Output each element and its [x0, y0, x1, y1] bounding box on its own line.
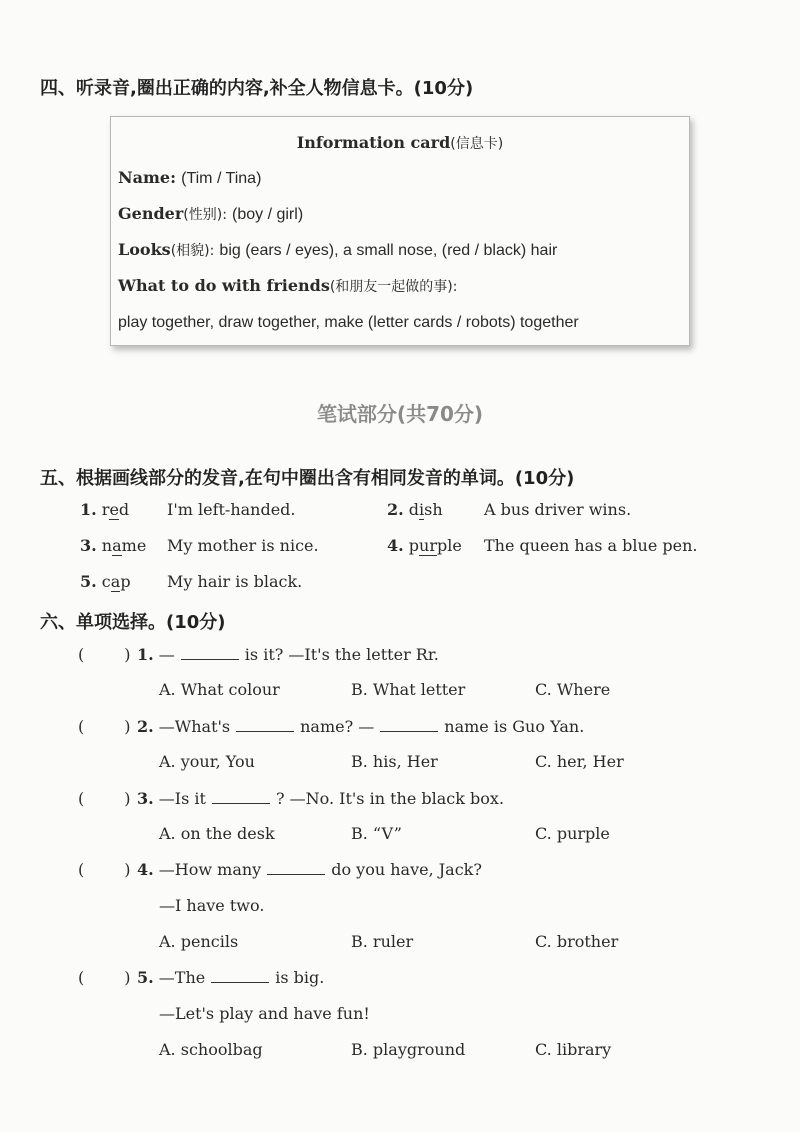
- q1-option-b[interactable]: B. What letter: [351, 680, 466, 699]
- answer-paren-2[interactable]: ( ): [78, 717, 131, 736]
- name-value: (Tim / Tina): [181, 170, 262, 187]
- todo-label-cn: (和朋友一起做的事):: [329, 279, 458, 295]
- question-3: 3. —Is it ? —No. It's in the black box.: [137, 789, 505, 808]
- section-6-title: 六、单项选择。(10分): [40, 612, 226, 633]
- phonics-item-3: [80, 536, 146, 555]
- phonics-item-4: [387, 536, 462, 555]
- card-title-cn: (信息卡): [450, 136, 504, 152]
- phonics-sentence-5: My hair is black.: [167, 572, 303, 591]
- q5-option-a[interactable]: A. schoolbag: [159, 1040, 263, 1059]
- card-row-gender: [118, 204, 303, 224]
- answer-paren-5[interactable]: ( ): [78, 968, 131, 987]
- answer-blank[interactable]: [212, 789, 270, 804]
- answer-paren-3[interactable]: ( ): [78, 789, 131, 808]
- phonics-word: cap: [101, 572, 131, 591]
- question-1: 1. — is it? —It's the letter Rr.: [137, 645, 439, 664]
- card-row-todo: [118, 276, 457, 296]
- phonics-sentence-1: I'm left-handed.: [167, 500, 296, 519]
- phonics-sentence-4: The queen has a blue pen.: [484, 536, 698, 555]
- q1-option-c[interactable]: C. Where: [535, 680, 611, 699]
- q3-option-a[interactable]: A. on the desk: [159, 824, 275, 843]
- q2-option-c[interactable]: C. her, Her: [535, 752, 624, 771]
- answer-blank[interactable]: [236, 717, 294, 732]
- card-row-looks: [118, 240, 557, 260]
- information-card: [110, 116, 690, 346]
- q4-reply: —I have two.: [159, 896, 265, 915]
- phonics-sentence-3: My mother is nice.: [167, 536, 319, 555]
- phonics-item-1: [80, 500, 129, 519]
- gender-label-cn: (性别):: [183, 207, 227, 223]
- name-label: Name:: [118, 168, 177, 187]
- phonics-sentence-2: A bus driver wins.: [484, 500, 632, 519]
- looks-value: big (ears / eyes), a small nose, (red / black) hair: [219, 242, 558, 259]
- question-4: 4. —How many do you have, Jack?: [137, 860, 482, 879]
- q5-option-c[interactable]: C. library: [535, 1040, 612, 1059]
- section-5-title: 五、根据画线部分的发音,在句中圈出含有相同发音的单词。(10分): [40, 468, 575, 489]
- q4-option-a[interactable]: A. pencils: [159, 932, 239, 951]
- phonics-item-2: [387, 500, 443, 519]
- phonics-word: purple: [408, 536, 462, 555]
- q4-option-b[interactable]: B. ruler: [351, 932, 414, 951]
- card-title-en: Information card: [296, 133, 451, 152]
- q2-option-a[interactable]: A. your, You: [159, 752, 255, 771]
- item-number: 5.: [80, 572, 97, 591]
- item-number: 3.: [80, 536, 97, 555]
- todo-value: play together, draw together, make (letter cards / robots) together: [118, 314, 579, 331]
- phonics-word: name: [101, 536, 147, 555]
- answer-blank[interactable]: [181, 645, 239, 660]
- q1-option-a[interactable]: A. What colour: [159, 680, 280, 699]
- phonics-word: red: [101, 500, 130, 519]
- card-row-todo-value: [118, 312, 579, 332]
- gender-label: Gender: [118, 204, 184, 223]
- answer-paren-4[interactable]: ( ): [78, 860, 131, 879]
- q3-option-b[interactable]: B. “V”: [351, 824, 402, 843]
- q5-option-b[interactable]: B. playground: [351, 1040, 466, 1059]
- answer-blank[interactable]: [267, 860, 325, 875]
- phonics-word: dish: [408, 500, 443, 519]
- todo-label: What to do with friends: [118, 276, 330, 295]
- q2-option-b[interactable]: B. his, Her: [351, 752, 438, 771]
- card-row-name: [118, 168, 261, 188]
- answer-paren-1[interactable]: ( ): [78, 645, 131, 664]
- item-number: 2.: [387, 500, 404, 519]
- q5-reply: —Let's play and have fun!: [159, 1004, 370, 1023]
- written-part-heading: 笔试部分(共70分): [316, 402, 484, 426]
- looks-label: Looks: [118, 240, 171, 259]
- section-4-title: 四、听录音,圈出正确的内容,补全人物信息卡。(10分): [40, 78, 474, 99]
- card-title: [111, 133, 689, 153]
- question-2: 2. —What's name? — name is Guo Yan.: [137, 717, 585, 736]
- q4-option-c[interactable]: C. brother: [535, 932, 619, 951]
- item-number: 4.: [387, 536, 404, 555]
- item-number: 1.: [80, 500, 97, 519]
- q3-option-c[interactable]: C. purple: [535, 824, 610, 843]
- question-5: 5. —The is big.: [137, 968, 325, 987]
- gender-value: (boy / girl): [232, 206, 304, 223]
- looks-label-cn: (相貌):: [170, 243, 215, 259]
- phonics-item-5: [80, 572, 131, 591]
- answer-blank[interactable]: [380, 717, 438, 732]
- answer-blank[interactable]: [211, 968, 269, 983]
